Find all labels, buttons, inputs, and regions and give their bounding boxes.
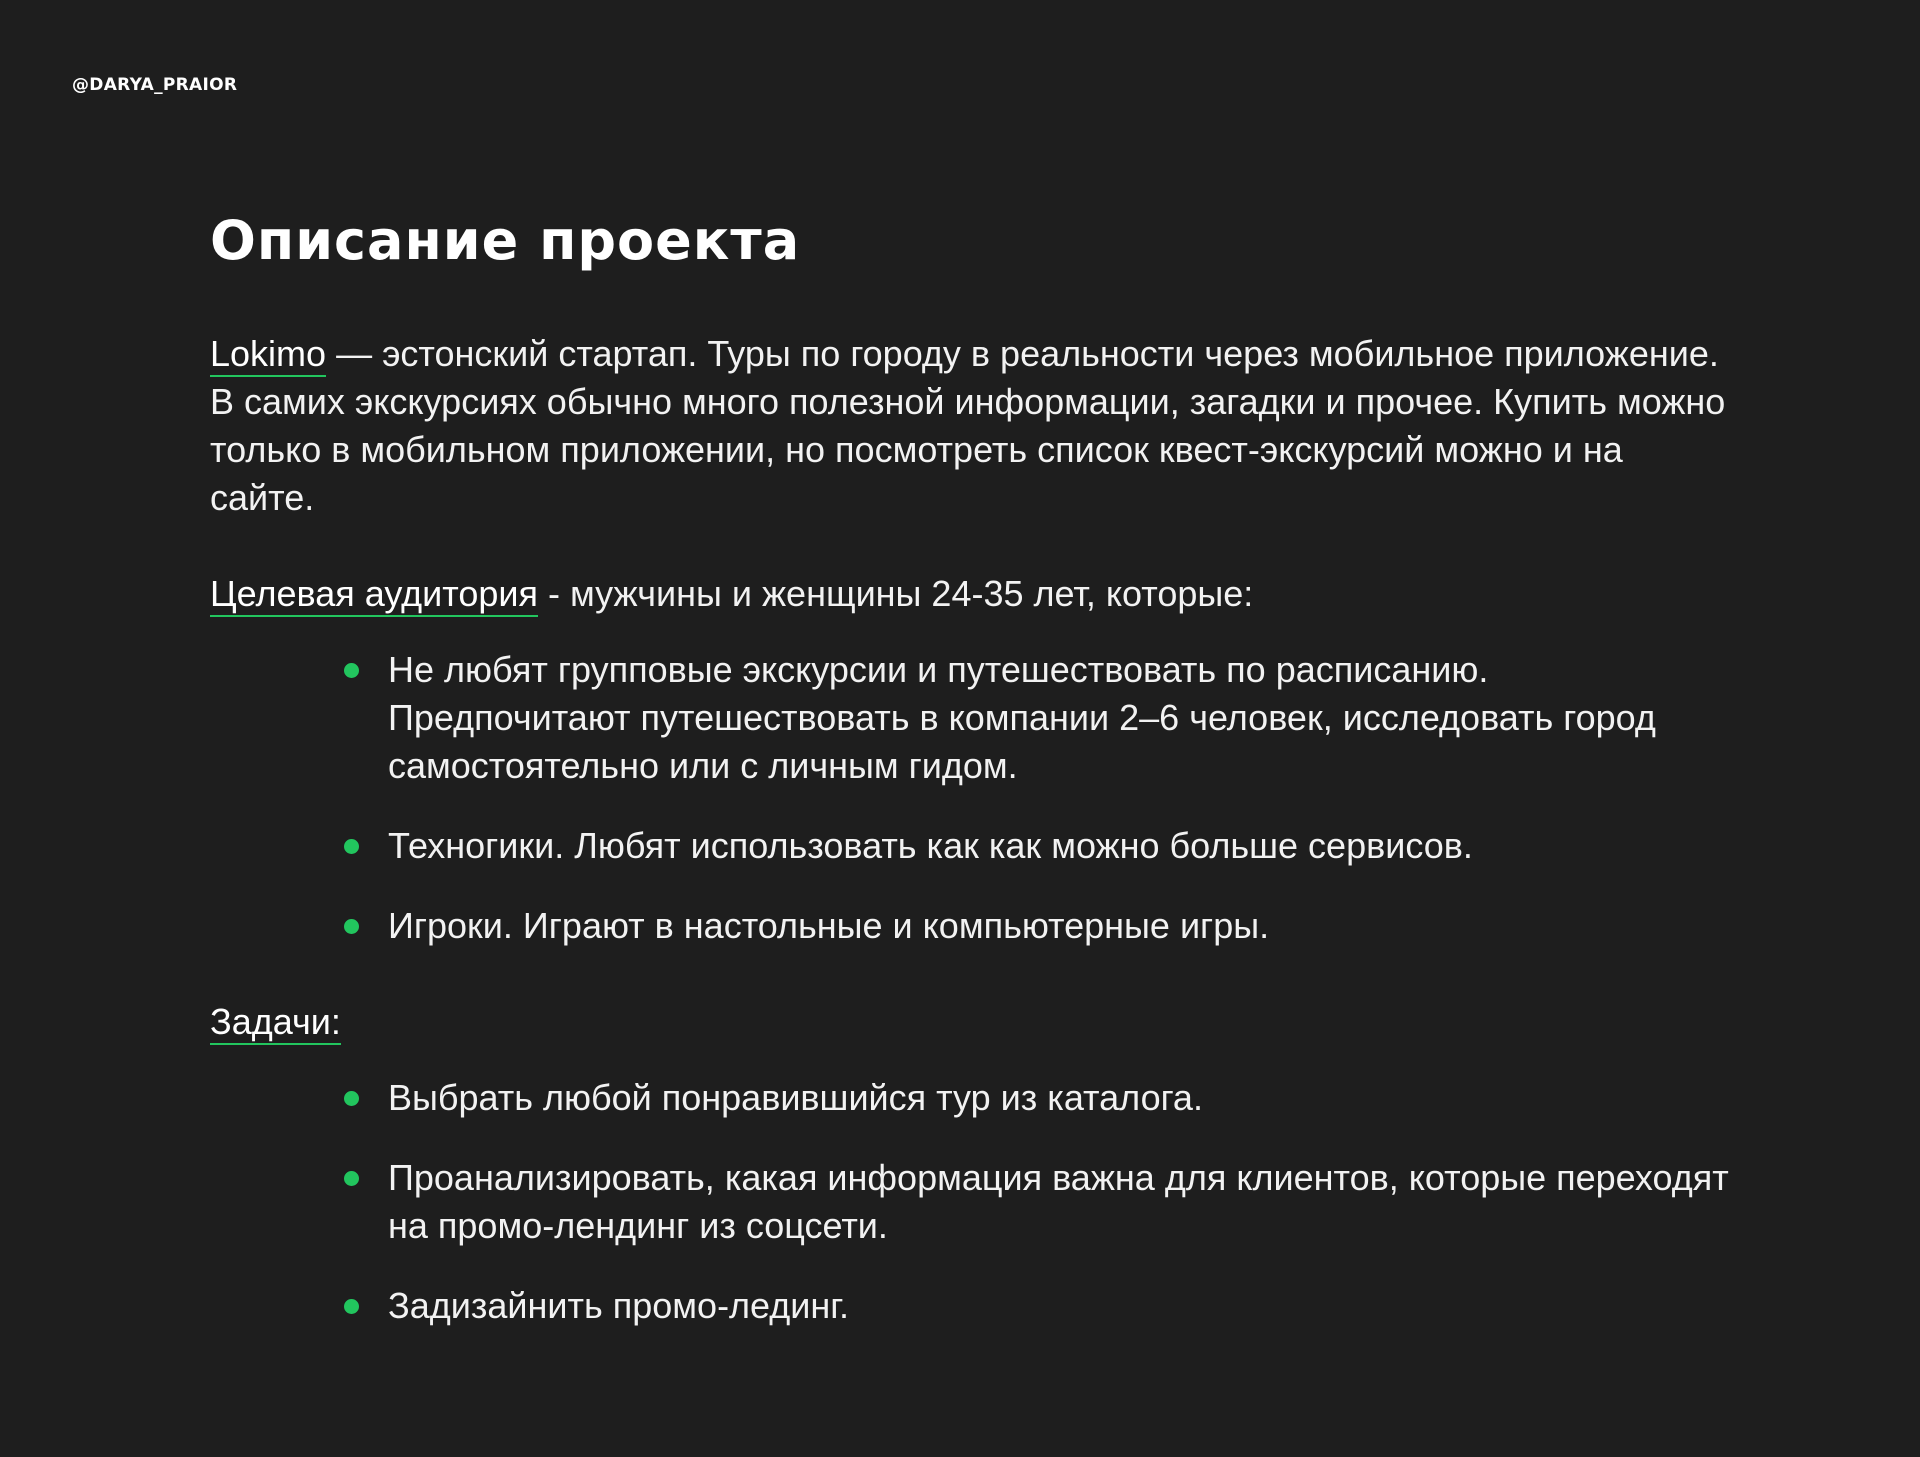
audience-list bbox=[210, 646, 1730, 950]
bullet-dot-icon bbox=[344, 1171, 359, 1186]
tasks-link[interactable]: Задачи: bbox=[210, 1001, 341, 1045]
list-item bbox=[388, 1282, 1730, 1330]
audience-heading bbox=[210, 570, 1730, 618]
brand-link[interactable]: Lokimo bbox=[210, 333, 326, 377]
bullet-dot-icon bbox=[344, 919, 359, 934]
list-item bbox=[388, 1154, 1730, 1250]
bullet-dot-icon bbox=[344, 1299, 359, 1314]
bullet-dot-icon bbox=[344, 839, 359, 854]
project-description bbox=[210, 330, 1730, 1330]
list-item bbox=[388, 822, 1730, 870]
audience-text: - мужчины и женщины 24-35 лет, которые: bbox=[538, 573, 1254, 614]
list-item-text: Техногики. Любят использовать как как можно больше сервисов. bbox=[388, 825, 1473, 866]
list-item-text: Задизайнить промо-лединг. bbox=[388, 1285, 850, 1326]
list-item-text: Выбрать любой понравившийся тур из каталога. bbox=[388, 1077, 1203, 1118]
list-item bbox=[388, 1074, 1730, 1122]
author-handle: @DARYA_PRAIOR bbox=[72, 75, 238, 95]
tasks-heading bbox=[210, 998, 1730, 1046]
page-title: Описание проекта bbox=[210, 209, 801, 272]
tasks-list bbox=[210, 1074, 1730, 1330]
bullet-dot-icon bbox=[344, 1091, 359, 1106]
intro-text: — эстонский стартап. Туры по городу в реальности через мобильное приложение. В самих экскурсиях обычно много полезной информации, загадки и прочее. Купить можно только в мобильном приложении, но посмотреть список квест-экскурсий можно и на сайте. bbox=[210, 333, 1726, 518]
bullet-dot-icon bbox=[344, 663, 359, 678]
list-item bbox=[388, 902, 1730, 950]
list-item-text: Проанализировать, какая информация важна для клиентов, которые переходят на промо-лендинг из соцсети. bbox=[388, 1157, 1729, 1246]
list-item-text: Не любят групповые экскурсии и путешествовать по расписанию. Предпочитают путешествовать в компании 2–6 человек, исследовать город самостоятельно или с личным гидом. bbox=[388, 649, 1656, 786]
list-item bbox=[388, 646, 1730, 790]
list-item-text: Игроки. Играют в настольные и компьютерные игры. bbox=[388, 905, 1270, 946]
audience-link[interactable]: Целевая аудитория bbox=[210, 573, 538, 617]
intro-paragraph bbox=[210, 330, 1730, 522]
